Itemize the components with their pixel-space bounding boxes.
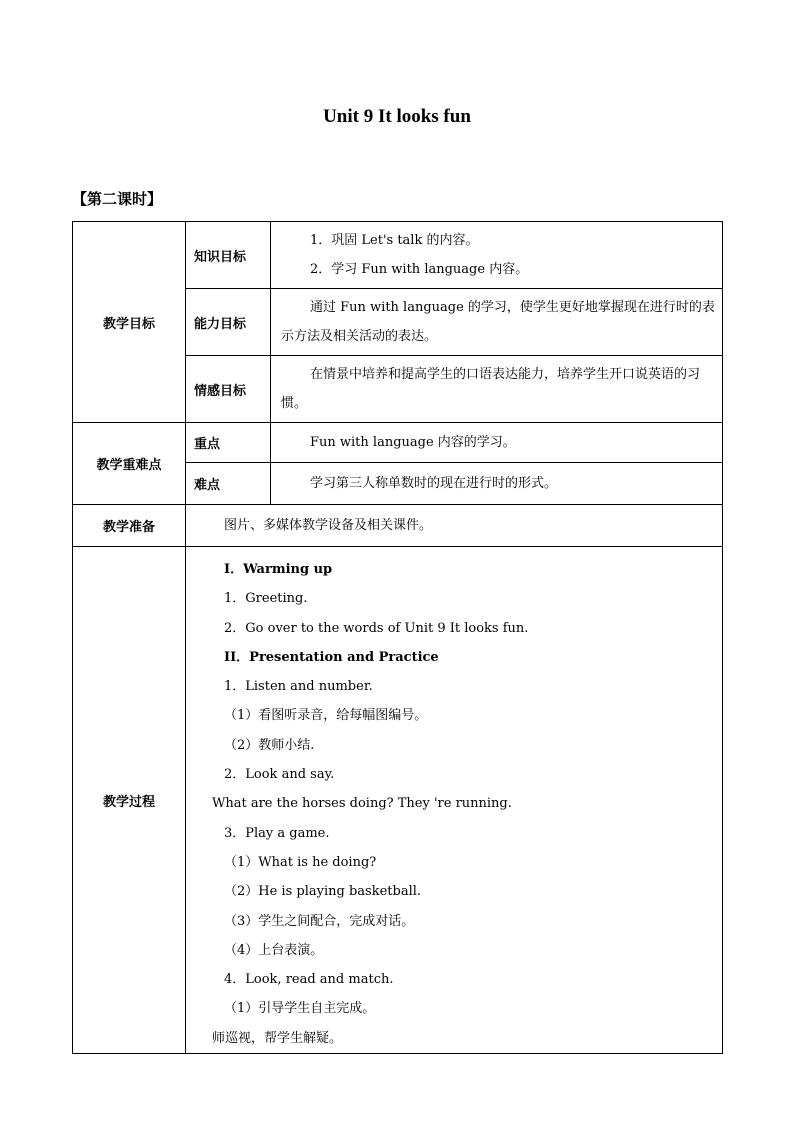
process-note: 师巡视，帮学生解疑。 [212,1030,343,1046]
preparation-content [186,505,723,547]
process-content [186,547,723,1054]
objectives-category: 教学目标 [73,222,186,423]
process-step: 1．Listen and number. [224,679,373,695]
process-substep: （1）引导学生自主完成。 [224,1001,376,1017]
focus-text: Fun with language 内容的学习。 [310,435,516,450]
knowledge-item: 2．学习 Fun with language 内容。 [310,262,529,277]
ability-objective-label: 能力目标 [186,289,271,356]
process-substep: （1）看图听录音，给每幅图编号。 [224,708,428,724]
process-step: 2．Go over to the words of Unit 9 It looks fun. [224,620,529,636]
process-section-heading: II．Presentation and Practice [224,649,439,665]
difficulty-content [271,463,723,505]
process-section-heading: I．Warming up [224,562,333,577]
preparation-row [73,505,723,547]
focus-row [73,423,723,463]
knowledge-objective-label: 知识目标 [186,222,271,289]
knowledge-item: 1．巩固 Let's talk 的内容。 [310,233,479,248]
process-category: 教学过程 [73,547,186,1054]
emotion-objective-content [271,356,723,423]
preparation-text: 图片、多媒体教学设备及相关课件。 [224,518,433,533]
process-substep: （1）What is he doing? [224,854,377,870]
process-substep: （3）学生之间配合，完成对话。 [224,913,415,929]
lesson-plan-table [72,221,723,1054]
emotion-objective-label: 情感目标 [186,356,271,423]
difficulty-text: 学习第三人称单数时的现在进行时的形式。 [310,476,558,491]
emotion-objective-text: 在情景中培养和提高学生的口语表达能力，培养学生开口说英语的习惯。 [281,367,701,411]
focus-label: 重点 [186,423,271,463]
process-step: 2．Look and say. [224,767,335,783]
knowledge-objective-content [271,222,723,289]
key-points-category: 教学重难点 [73,423,186,505]
document-title: Unit 9 It looks fun [323,106,471,127]
process-step: 4．Look, read and match. [224,972,394,988]
process-substep: （2）教师小结. [224,737,315,753]
preparation-category: 教学准备 [73,505,186,547]
focus-content [271,423,723,463]
process-substep: （2）He is playing basketball. [224,884,422,900]
process-substep: （4）上台表演。 [224,942,324,958]
process-step: 1．Greeting. [224,591,308,607]
lesson-label: 【第二课时】 [72,190,163,208]
knowledge-objective-row [73,222,723,289]
process-example: What are the horses doing? They 're running. [212,796,512,812]
process-row [73,547,723,1054]
ability-objective-content [271,289,723,356]
process-step: 3．Play a game. [224,825,330,841]
ability-objective-text: 通过 Fun with language 的学习，使学生更好地掌握现在进行时的表示方法及相关活动的表达。 [281,300,715,344]
difficulty-label: 难点 [186,463,271,505]
